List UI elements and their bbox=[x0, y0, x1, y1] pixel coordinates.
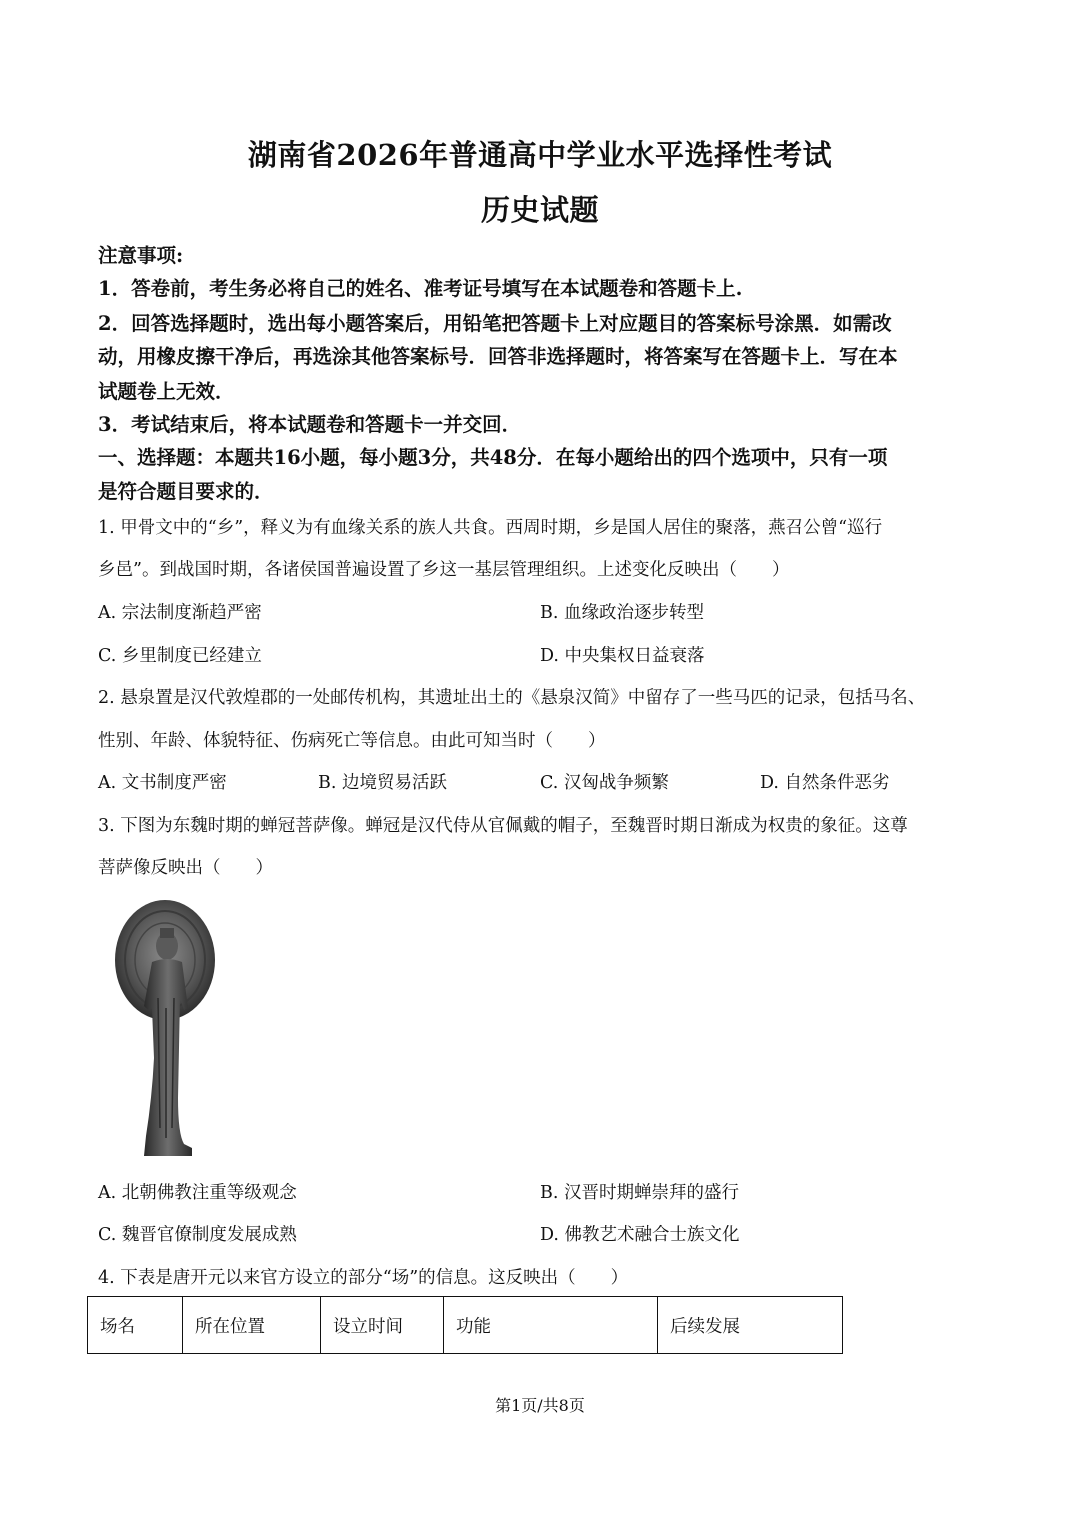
bodhisattva-statue-image bbox=[100, 898, 230, 1158]
table-header-cell: 设立时间 bbox=[321, 1297, 444, 1354]
section-heading: 是符合题目要求的． bbox=[98, 480, 274, 503]
question-2-stem: 性别、年龄、体貌特征、伤病死亡等信息。由此可知当时（ ） bbox=[98, 731, 606, 751]
question-1-option-a[interactable]: A. 宗法制度渐趋严密 bbox=[98, 603, 262, 623]
section-heading: 一、选择题：本题共16小题，每小题3分，共48分．在每小题给出的四个选项中，只有一项 bbox=[98, 446, 888, 469]
notice-item: 动，用橡皮擦干净后，再选涂其他答案标号．回答非选择题时，将答案写在答题卡上．写在本 bbox=[98, 345, 898, 368]
question-3-option-a[interactable]: A. 北朝佛教注重等级观念 bbox=[98, 1183, 297, 1203]
question-3-option-b[interactable]: B. 汉晋时期蝉崇拜的盛行 bbox=[540, 1183, 739, 1203]
question-3-stem: 3. 下图为东魏时期的蝉冠菩萨像。蝉冠是汉代侍从官佩戴的帽子，至魏晋时期日渐成为权贵的象征。这尊 bbox=[98, 816, 908, 836]
question-3-option-d[interactable]: D. 佛教艺术融合士族文化 bbox=[540, 1225, 740, 1245]
question-3-option-c[interactable]: C. 魏晋官僚制度发展成熟 bbox=[98, 1225, 297, 1245]
notice-item: 3．考试结束后，将本试题卷和答题卡一并交回． bbox=[98, 413, 522, 436]
exam-title: 湖南省2026年普通高中学业水平选择性考试 bbox=[247, 138, 833, 172]
question-2-stem: 2. 悬泉置是汉代敦煌郡的一处邮传机构，其遗址出土的《悬泉汉简》中留存了一些马匹的记录，包括马名、 bbox=[98, 688, 926, 708]
page-number: 第1页/共8页 bbox=[495, 1396, 585, 1415]
notice-item: 试题卷上无效． bbox=[98, 380, 235, 403]
question-1-stem: 乡邑”。到战国时期，各诸侯国普遍设置了乡这一基层管理组织。上述变化反映出（ ） bbox=[98, 560, 790, 580]
question-4-stem: 4. 下表是唐开元以来官方设立的部分“场”的信息。这反映出（ ） bbox=[98, 1268, 629, 1288]
question-2-option-b[interactable]: B. 边境贸易活跃 bbox=[318, 773, 447, 793]
exam-subtitle: 历史试题 bbox=[480, 193, 599, 227]
question-1-option-c[interactable]: C. 乡里制度已经建立 bbox=[98, 646, 262, 666]
notice-heading: 注意事项: bbox=[98, 244, 184, 267]
question-2-option-c[interactable]: C. 汉匈战争频繁 bbox=[540, 773, 669, 793]
question-1-option-d[interactable]: D. 中央集权日益衰落 bbox=[540, 646, 705, 666]
notice-item: 1．答卷前，考生务必将自己的姓名、准考证号填写在本试题卷和答题卡上. bbox=[98, 277, 743, 300]
table-header-row bbox=[88, 1297, 843, 1354]
question-1-stem: 1. 甲骨文中的“乡”，释义为有血缘关系的族人共食。西周时期，乡是国人居住的聚落，燕召公曾“巡行 bbox=[98, 518, 883, 538]
question-2-option-d[interactable]: D. 自然条件恶劣 bbox=[760, 773, 890, 793]
question-3-stem: 菩萨像反映出（ ） bbox=[98, 858, 273, 878]
question-4-table bbox=[87, 1296, 843, 1354]
question-2-option-a[interactable]: A. 文书制度严密 bbox=[98, 773, 227, 793]
question-1-option-b[interactable]: B. 血缘政治逐步转型 bbox=[540, 603, 704, 623]
table-header-cell: 后续发展 bbox=[658, 1297, 843, 1354]
table-header-cell: 所在位置 bbox=[183, 1297, 321, 1354]
notice-item: 2．回答选择题时，选出每小题答案后，用铅笔把答题卡上对应题目的答案标号涂黑．如需改 bbox=[98, 312, 892, 335]
table-header-cell: 场名 bbox=[88, 1297, 183, 1354]
table-header-cell: 功能 bbox=[444, 1297, 658, 1354]
